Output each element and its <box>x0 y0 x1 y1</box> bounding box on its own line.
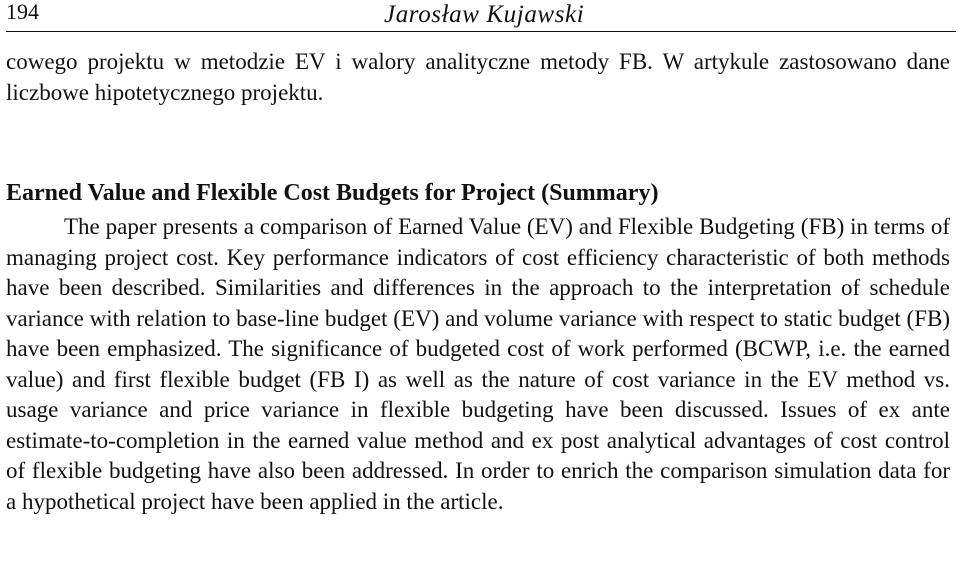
page-header <box>0 0 960 36</box>
header-rule <box>6 31 956 32</box>
running-head-author: Jarosław Kujawski <box>384 1 585 28</box>
page-number: 194 <box>6 0 39 24</box>
summary-paragraph: The paper presents a comparison of Earned Value (EV) and Flexible Budgeting (FB) in terms of managing project cost. Key performance indicators of cost efficiency characteristic of both methods have been described. Similarities and differences in the approach to the interpretation of schedule variance with relation to base-line budget (EV) and volume variance with respect to static budget (FB) have been emphasized. The significance of budgeted cost of work performed (BCWP, i.e. the earned value) and first flexible budget (FB I) as well as the nature of cost variance in the EV method vs. usage variance and price variance in flexible budgeting have been discussed. Issues of ex ante estimate-to-completion in the earned value method and ex post analytical advantages of cost control of flexible budgeting have also been addressed. In order to enrich the comparison simulation data for a hypothetical project have been applied in the article. <box>6 214 950 514</box>
intro-paragraph: cowego projektu w metodzie EV i walory analityczne metody FB. W artykule zastosowano dane liczbowe hipotetycznego projektu. <box>6 49 950 105</box>
summary-title: Earned Value and Flexible Cost Budgets for Project (Summary) <box>6 180 659 206</box>
